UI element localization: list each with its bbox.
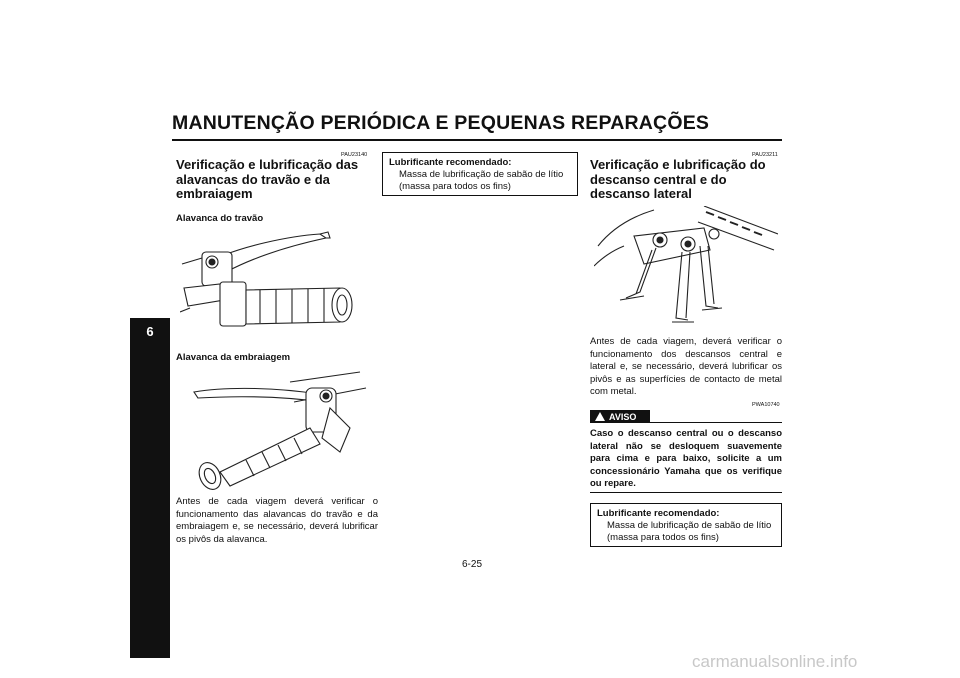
- lubricant-box-value: Massa de lubrificação de sabão de lítio (massa para todos os fins): [399, 169, 564, 192]
- warning-label: AVISO: [609, 411, 637, 422]
- stands-illustration: [594, 206, 778, 332]
- stands-body-text: Antes de cada viagem, deverá verificar o funcionamento dos descansos central e lateral e, se necessário, deverá lubrificar os pivôs e as superfícies de contacto de metal com metal.: [590, 336, 782, 397]
- watermark: carmanualsonline.info: [692, 652, 858, 671]
- warning-header: [590, 410, 782, 424]
- brake-lever-label: Alavanca do travão: [176, 213, 264, 224]
- lubricant-box-title: Lubrificante recomendado:: [389, 157, 512, 168]
- section-code-right: PAU23211: [752, 152, 778, 158]
- clutch-lever-label: Alavanca da embraiagem: [176, 352, 291, 363]
- warning-text: Caso o descanso central ou o descanso lateral não se desloquem suavemente para cima e para baixo, solicite a um concessionário Yamaha que os verifique ou repare.: [590, 428, 782, 489]
- chapter-number: 6: [146, 324, 154, 339]
- section-title-levers: Verificação e lubrificação das alavancas do travão e da embraiagem: [176, 157, 359, 201]
- section-title-stands: Verificação e lubrificação do descanso central e do descanso lateral: [590, 157, 766, 201]
- warning-icon: [595, 412, 605, 421]
- warning-rule: [650, 422, 782, 423]
- chapter-tab: [130, 318, 170, 658]
- lubricant-box-levers: [382, 152, 578, 196]
- warning-end-rule: [590, 492, 782, 493]
- warning-badge: [590, 410, 650, 423]
- levers-body-text: Antes de cada viagem deverá verificar o funcionamento das alavancas do travão e da embraiagem e, se necessário, deverá lubrificar os pivôs da alavanca.: [176, 496, 378, 545]
- warning-code: PWA10740: [752, 402, 780, 408]
- lubricant-box-stands: [590, 503, 782, 547]
- brake-lever-illustration: [180, 228, 380, 340]
- title-rule: [172, 139, 782, 141]
- page-title: MANUTENÇÃO PERIÓDICA E PEQUENAS REPARAÇÕES: [172, 112, 710, 134]
- clutch-lever-illustration: [190, 368, 370, 490]
- page-number: 6-25: [462, 559, 483, 570]
- section-code-left: PAU23140: [341, 152, 368, 158]
- lubricant-box-value-right: Massa de lubrificação de sabão de lítio (massa para todos os fins): [607, 520, 772, 543]
- lubricant-box-title-right: Lubrificante recomendado:: [597, 508, 720, 519]
